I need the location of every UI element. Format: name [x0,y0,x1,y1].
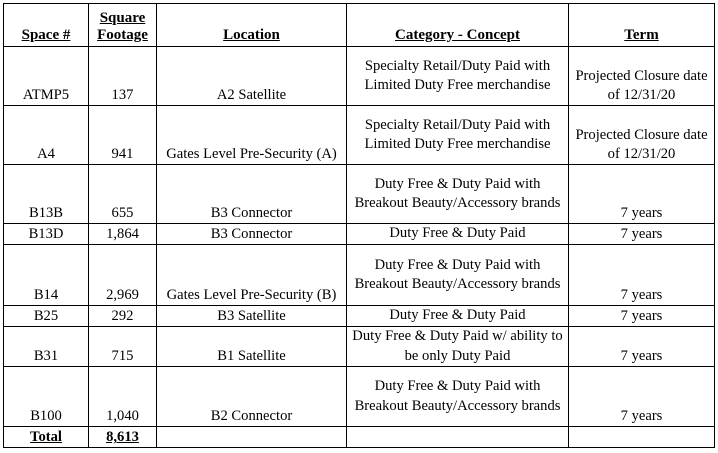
cell-term: 7 years [569,245,715,306]
table-row [4,327,715,367]
table-row [4,47,715,106]
cell-category: Duty Free & Duty Paid [347,224,569,245]
cell-category: Duty Free & Duty Paid [347,306,569,327]
cell-category: Duty Free & Duty Paid w/ ability to be only Duty Paid [347,327,569,367]
cell-term: 7 years [569,165,715,224]
retail-spaces-table [3,3,715,448]
cell-space: B100 [4,367,89,427]
table-row [4,245,715,306]
cell-term: 7 years [569,367,715,427]
header-term: Term [569,4,715,47]
cell-sqft: 941 [89,106,157,165]
header-sqft-line1: Square [99,10,146,26]
cell-location: Gates Level Pre-Security (B) [157,245,347,306]
cell-location: B1 Satellite [157,327,347,367]
header-space: Space # [4,4,89,47]
cell-space: ATMP5 [4,47,89,106]
total-sqft: 8,613 [89,427,157,448]
cell-space: B31 [4,327,89,367]
cell-sqft: 137 [89,47,157,106]
cell-location: B3 Satellite [157,306,347,327]
header-category: Category - Concept [347,4,569,47]
cell-term: 7 years [569,327,715,367]
cell-space: A4 [4,106,89,165]
cell-sqft: 715 [89,327,157,367]
cell-space: B13B [4,165,89,224]
cell-term: 7 years [569,306,715,327]
header-square-footage [89,4,157,47]
cell-space: B14 [4,245,89,306]
table-row [4,106,715,165]
cell-location: B3 Connector [157,165,347,224]
total-empty-location [157,427,347,448]
cell-category: Duty Free & Duty Paid with Breakout Beauty/Accessory brands [347,165,569,224]
total-empty-term [569,427,715,448]
cell-term: Projected Closure date of 12/31/20 [569,106,715,165]
cell-location: A2 Satellite [157,47,347,106]
cell-location: B3 Connector [157,224,347,245]
cell-sqft: 292 [89,306,157,327]
cell-category: Specialty Retail/Duty Paid with Limited Duty Free merchandise [347,47,569,106]
total-empty-category [347,427,569,448]
cell-sqft: 1,864 [89,224,157,245]
total-row [4,427,715,448]
cell-location: Gates Level Pre-Security (A) [157,106,347,165]
cell-location: B2 Connector [157,367,347,427]
cell-space: B25 [4,306,89,327]
table-row [4,306,715,327]
cell-term: Projected Closure date of 12/31/20 [569,47,715,106]
table-row [4,224,715,245]
cell-sqft: 1,040 [89,367,157,427]
cell-space: B13D [4,224,89,245]
header-row [4,4,715,47]
cell-sqft: 655 [89,165,157,224]
cell-sqft: 2,969 [89,245,157,306]
total-label: Total [4,427,89,448]
header-sqft-line2: Footage [97,27,148,43]
cell-category: Duty Free & Duty Paid with Breakout Beauty/Accessory brands [347,245,569,306]
header-location: Location [157,4,347,47]
cell-term: 7 years [569,224,715,245]
table-row [4,367,715,427]
table-row [4,165,715,224]
cell-category: Specialty Retail/Duty Paid with Limited Duty Free merchandise [347,106,569,165]
cell-category: Duty Free & Duty Paid with Breakout Beauty/Accessory brands [347,367,569,427]
